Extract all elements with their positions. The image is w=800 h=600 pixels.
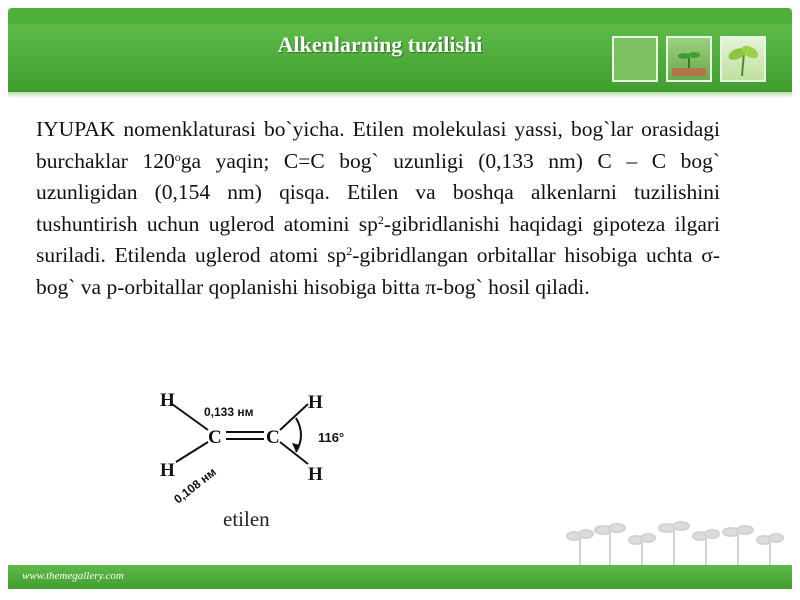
ch-bond-upper-right	[280, 404, 308, 430]
ch-bond-length-label: 0,108 нм	[171, 464, 219, 507]
degree-superscript: o	[174, 149, 181, 164]
atom-h-lower-right: H	[308, 464, 323, 485]
ch-bond-upper-left	[172, 404, 208, 430]
sprouts-decoration	[566, 520, 792, 566]
slide-title: Alkenlarning tuzilishi	[277, 32, 483, 57]
ch-bond-lower-left	[176, 442, 208, 462]
footer-bar	[8, 565, 792, 589]
text-part-3: -gibridlanishi haqidagi gipoteza ilgari suriladi. Etilenda uglerod atomi sp	[36, 211, 721, 267]
text-part-1: IYUPAK nomenklaturasi bo`yicha. Etilen molekulasi yassi, bog`lar orasidagi burchaklar 120	[36, 117, 720, 173]
header-divider	[8, 92, 792, 98]
sp2-superscript-2: 2	[346, 244, 353, 258]
ethylene-structure-diagram	[150, 384, 380, 510]
double-bond-length-label: 0,133 нм	[204, 405, 254, 419]
footer-url[interactable]: www.themegallery.com	[22, 570, 124, 582]
atom-h-upper-left: H	[160, 390, 175, 411]
atom-h-lower-left: H	[160, 460, 175, 481]
body-paragraph	[36, 114, 720, 303]
sprout-photo-icon	[666, 36, 712, 82]
figure-caption: etilen	[223, 507, 270, 531]
atom-h-upper-right: H	[308, 392, 323, 413]
landscape-photo-icon	[612, 36, 658, 82]
text-part-4: -gibridlangan orbitallar hisobiga uchta σ-bog` va p-orbitallar qoplanishi hisobiga bitta π-bog` hosil qiladi.	[36, 243, 720, 299]
text-part-2: ga yaqin; C=C bog` uzunligi (0,133 nm) C – C bog` uzunligidan (0,154 nm) qisqa. Etilen va boshqa alkenlarni tuzilishini tushuntirish uchun uglerod atomini sp	[36, 148, 721, 236]
atom-c-right: C	[266, 427, 280, 448]
atom-c-left: C	[208, 427, 222, 448]
sp2-superscript: 2	[377, 212, 384, 227]
header-top-bar	[8, 8, 792, 24]
bond-angle-label: 116°	[318, 430, 345, 445]
leaf-photo-icon	[720, 36, 766, 82]
